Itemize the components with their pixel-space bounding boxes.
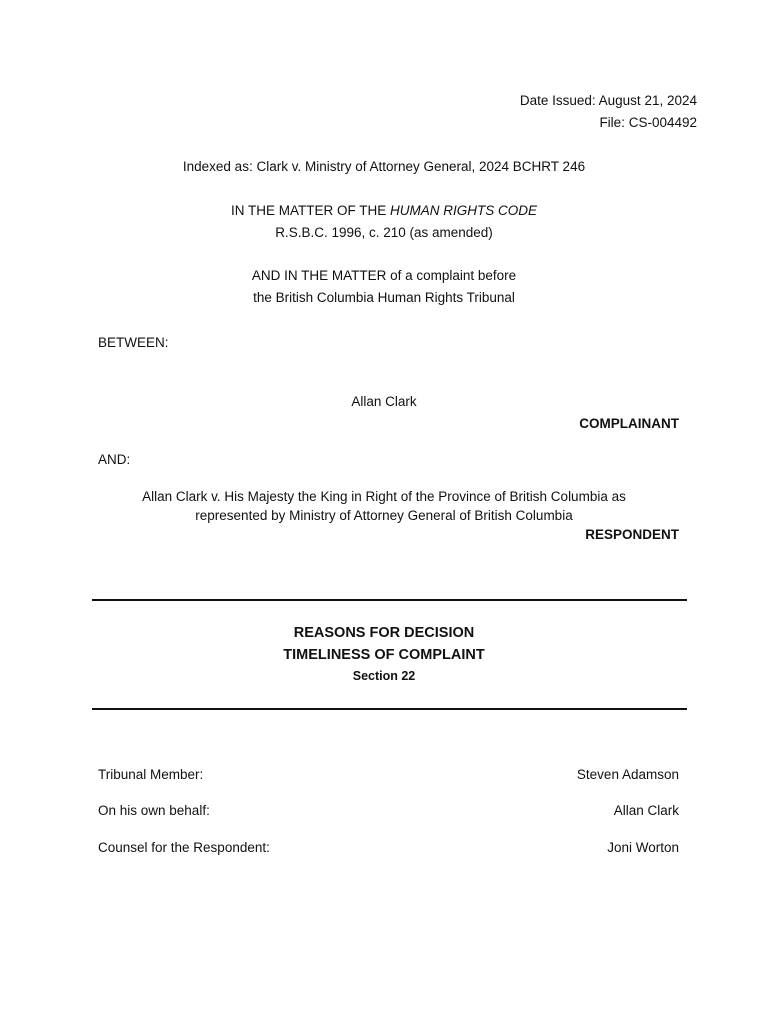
own-behalf-label: On his own behalf:: [98, 803, 210, 818]
matter-complaint-line1: AND IN THE MATTER of a complaint before: [251, 268, 517, 283]
decision-title: REASONS FOR DECISION: [293, 625, 475, 641]
statute-citation: R.S.B.C. 1996, c. 210 (as amended): [275, 225, 493, 240]
and-label: AND:: [98, 452, 131, 467]
between-label: BETWEEN:: [98, 335, 169, 350]
date-issued: Date Issued: August 21, 2024: [519, 93, 697, 108]
complainant-name: Allan Clark: [351, 394, 417, 409]
respondent-counsel-value: Joni Worton: [607, 840, 679, 855]
bottom-divider: [92, 708, 687, 710]
matter-code-line: [0, 203, 768, 218]
respondent-counsel-label: Counsel for the Respondent:: [98, 840, 270, 855]
file-number: File: CS-004492: [599, 115, 697, 130]
complainant-role: COMPLAINANT: [579, 416, 679, 431]
tribunal-member-label: Tribunal Member:: [98, 767, 204, 782]
top-divider: [92, 599, 687, 601]
own-behalf-value: Allan Clark: [613, 803, 679, 818]
matter-complaint-line2: the British Columbia Human Rights Tribunal: [253, 290, 515, 305]
respondent-name-line2: represented by Ministry of Attorney General of British Columbia: [195, 508, 573, 523]
indexed-as: Indexed as: Clark v. Ministry of Attorney General, 2024 BCHRT 246: [182, 159, 586, 174]
decision-section: Section 22: [352, 669, 416, 683]
tribunal-member-value: Steven Adamson: [576, 767, 679, 782]
decision-subtitle: TIMELINESS OF COMPLAINT: [283, 647, 485, 663]
respondent-role: RESPONDENT: [585, 527, 679, 542]
human-rights-code: HUMAN RIGHTS CODE: [390, 203, 538, 218]
matter-prefix: IN THE MATTER OF THE: [230, 203, 390, 218]
respondent-name-line1: Allan Clark v. His Majesty the King in Right of the Province of British Columbia as: [142, 489, 626, 504]
